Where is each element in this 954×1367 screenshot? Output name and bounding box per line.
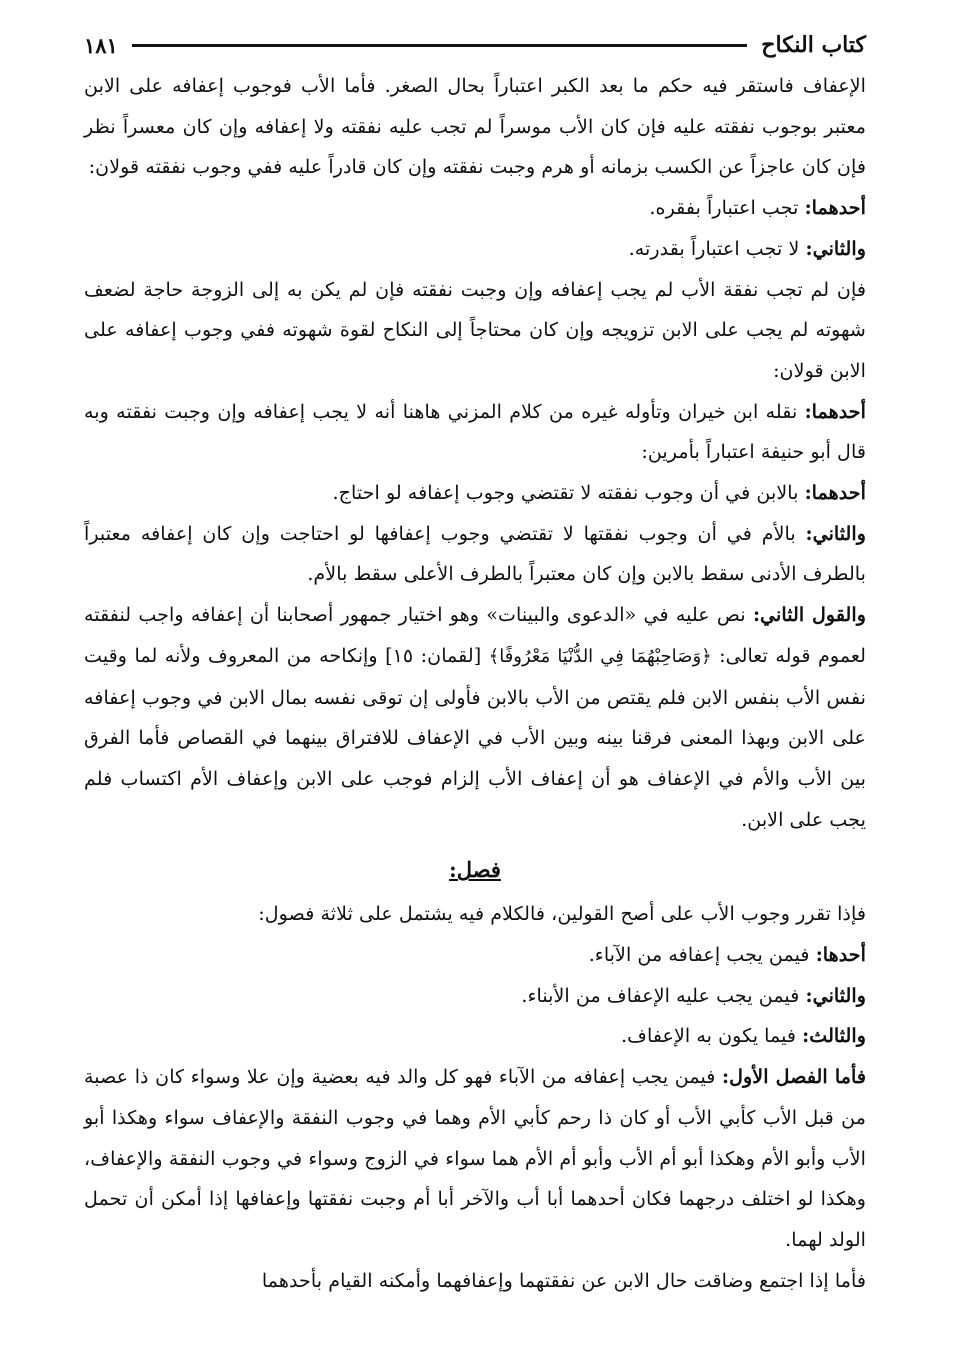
item-text: فيما يكون به الإعفاف.	[621, 1024, 803, 1048]
item-label: والثاني:	[805, 236, 866, 260]
item-label: أحدهما:	[804, 399, 866, 423]
item-text: بالابن في أن وجوب نفقته لا تقتضي وجوب إعفافه لو احتاج.	[332, 481, 805, 505]
item-text: نقله ابن خيران وتأوله غيره من كلام المزني هاهنا أنه لا يجب إعفافه وإن وجبت نفقته وبه قال أبو حنيفة اعتباراً بأمرين:	[84, 399, 866, 464]
list-item	[84, 976, 866, 1017]
item-text: تجب اعتباراً بفقره.	[649, 196, 805, 220]
book-page	[84, 24, 866, 1301]
item-text: بالأم في أن وجوب نفقتها لا تقتضي وجوب إعفافها لو احتاجت وإن كان إعفافه معتبراً بالطرف الأدنى سقط بالابن وإن كان معتبراً بالطرف الأعلى سقط بالأم.	[84, 521, 866, 586]
page-number: ١٨١	[84, 32, 118, 58]
page-header	[84, 24, 866, 66]
paragraph-text: فيمن يجب إعفافه من الآباء فهو كل والد فيه بعضية وإن علا وسواء كان ذا عصبة من قبل الأب كأبي الأب أو كان ذا رحم كأبي الأم وهما في وجوب النفقة والإعفاف سواء وهكذا أبو الأب وأبو الأم وهكذا أبو أم الأب وأبو أم الأم هما سواء في الزوج وسواء في وجوب النفقة والإعفاف، وهكذا لو اختلف درجهما فكان أحدهما أبا أب والآخر أبا أم وجبت نفقتها وإعفافها إذا أمكن أن تحمل الولد لهما.	[84, 1065, 866, 1251]
list-item	[84, 188, 866, 229]
list-item	[84, 392, 866, 473]
paragraph-text: [لقمان: ١٥] وإنكاحه من المعروف ولأنه لما وقيت نفس الأب بنفس الابن فلم يقتص من الأب بالابن فأولى إن توقى نفسه بمال الابن في وجوب إعفافه على الابن وبهذا المعنى فرقنا بينه وبين الأب في الإعفاف للافتراق بينهما في القصاص فأما الفرق بين الأب والأم في الإعفاف هو أن إعفاف الأب إلزام فوجب على الابن وإعفاف الأم اكتساب فلم يجب على الابن.	[84, 643, 866, 831]
paragraph: فإذا تقرر وجوب الأب على أصح القولين، فالكلام فيه يشتمل على ثلاثة فصول:	[258, 902, 866, 926]
paragraph-text: نص عليه في «الدعوى والبينات» وهو اختيار جمهور أصحابنا أن إعفافه واجب لنفقته لعموم قوله تعالى:	[84, 603, 867, 667]
paragraph: فإن لم تجب نفقة الأب لم يجب إعفافه وإن وجبت نفقته فإن لم يكن به إلى الزوجة حاجة لضعف شهوته لم يجب على الابن تزويجه وإن كان محتاجاً إلى النكاح لقوة شهوته ففي وجوب إعفافه على الابن قولان:	[84, 277, 866, 382]
paragraph-label: فأما الفصل الأول:	[722, 1065, 866, 1089]
item-label: والثاني:	[805, 983, 866, 1007]
quran-verse: ﴿وَصَاحِبْهُمَا فِي الدُّنْيَا مَعْرُوفًا﴾	[488, 645, 712, 667]
item-label: أحدهما:	[804, 481, 866, 505]
paragraph	[84, 595, 866, 840]
list-item	[84, 229, 866, 270]
section-title: فصل:	[449, 857, 501, 883]
list-item	[84, 514, 866, 595]
list-item	[84, 935, 866, 976]
page-body	[84, 66, 866, 1301]
item-text: فيمن يجب عليه الإعفاف من الأبناء.	[521, 983, 806, 1007]
header-rule	[132, 44, 747, 47]
paragraph: فأما إذا اجتمع وضاقت حال الابن عن نفقتهما وإعفافهما وأمكنه القيام بأحدهما	[261, 1268, 866, 1292]
list-item	[84, 473, 866, 514]
paragraph: الإعفاف فاستقر فيه حكم ما بعد الكبر اعتباراً بحال الصغر. فأما الأب فوجوب إعفافه على الابن معتبر بوجوب نفقته عليه فإن كان الأب موسراً لم تجب عليه نفقته ولا إعفافه وإن كان معسراً نظر فإن كان عاجزاً عن الكسب بزمانه أو هرم وجبت نفقته وإن كان قادراً عليه ففي وجوب نفقته قولان:	[84, 74, 866, 179]
list-item	[84, 1016, 866, 1057]
item-label: أحدها:	[815, 943, 866, 967]
paragraph	[84, 1057, 866, 1261]
item-text: فيمن يجب إعفافه من الآباء.	[588, 943, 816, 967]
item-text: لا تجب اعتباراً بقدرته.	[628, 236, 806, 260]
book-title: كتاب النكاح	[761, 32, 866, 58]
item-label: أحدهما:	[804, 196, 866, 220]
item-label: والثالث:	[802, 1024, 866, 1048]
item-label: والثاني:	[805, 521, 866, 545]
paragraph-label: والقول الثاني:	[752, 603, 866, 627]
